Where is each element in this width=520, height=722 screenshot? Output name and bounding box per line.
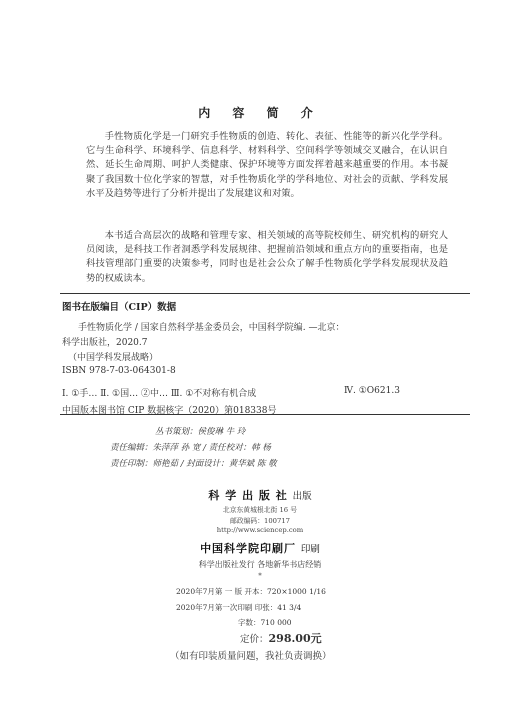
publisher-address: 北京东黄城根北街 16 号 <box>222 506 298 514</box>
summary-paragraph-1: 手性物质化学是一门研究手性物质的创造、转化、表征、性能等的新兴化学学科。它与生命科学、环境科学、信息科学、材料科学、空间科学等领域交叉融合，在认识自然、延长生命周期、呵护人类健康、保护环境等方面发挥着越来越重要的作用。本书凝聚了我国数十位化学家的智慧，对手性物质化学的学科地位、对社会的贡献、学科发展水平及趋势等进行了分析并提出了发展建议和对策。 <box>86 131 448 199</box>
cip-series-line: （中国学科发展战略） <box>68 353 159 363</box>
page-title: 内 容 简 介 <box>198 106 322 120</box>
summary-paragraph-2: 本书适合高层次的战略和管理专家、相关领域的高等院校师生、研究机构的研究人员阅读，是科技工作者洞悉学科发展规律、把握前沿领域和重点方向的重要指南，也是科技管理部门重要的决策参考，同时也是社会公众了解手性物质化学学科发展现状及趋势的权威读本。 <box>86 230 448 284</box>
printer-suffix: 印刷 <box>300 544 320 555</box>
edition-format-line: 2020年7月第 一 版 开本：720×1000 1/16 <box>176 587 326 596</box>
publisher-postcode: 邮政编码：100717 <box>230 517 290 525</box>
cip-classification-left: Ⅰ. ①手… Ⅱ. ①国… ②中… Ⅲ. ①不对称有机合成 <box>62 389 257 399</box>
publisher-name: 科 学 出 版 社 <box>208 489 288 502</box>
cip-isbn: ISBN 978-7-03-064301-8 <box>62 366 176 376</box>
credit-production: 责任印制：师艳茹 / 封面设计：黄华斌 陈 敬 <box>110 459 277 469</box>
publisher-line <box>0 487 520 503</box>
printer-name: 中国科学院印刷厂 <box>200 542 297 555</box>
distribution-line: 科学出版社发行 各地新华书店经销 <box>198 560 322 569</box>
cip-publisher-line: 科学出版社，2020.7 <box>62 338 148 348</box>
price-value: 298.00元 <box>268 632 322 645</box>
word-count: 字数：710 000 <box>238 618 292 627</box>
credit-editors: 责任编辑：朱萍萍 孙 宽 / 责任校对：韩 杨 <box>110 443 271 453</box>
cip-bottom-rule <box>60 414 470 415</box>
quality-note: （如有印装质量问题，我社负责调换） <box>170 651 332 662</box>
separator-star: * <box>258 572 262 580</box>
printing-sheets-line: 2020年7月第一次印刷 印张：41 3/4 <box>176 603 302 612</box>
credit-series-planning: 丛书策划：侯俊琳 牛 玲 <box>155 427 246 437</box>
cip-classification-right: Ⅳ. ①O621.3 <box>344 386 400 396</box>
cip-title-line: 手性物质化学 / 国家自然科学基金委员会，中国科学院编. —北京： <box>78 323 345 333</box>
cip-top-rule <box>60 293 470 294</box>
publisher-suffix: 出版 <box>292 491 312 502</box>
cip-record-number: 中国版本图书馆 CIP 数据核字（2020）第018338号 <box>62 406 277 416</box>
publisher-website: http://www.sciencep.com <box>216 526 304 534</box>
printer-line <box>0 540 520 556</box>
cip-heading: 图书在版编目（CIP）数据 <box>62 302 177 313</box>
cip-classification <box>62 386 400 399</box>
price-label: 定价： <box>240 634 269 645</box>
price-line <box>240 630 322 646</box>
